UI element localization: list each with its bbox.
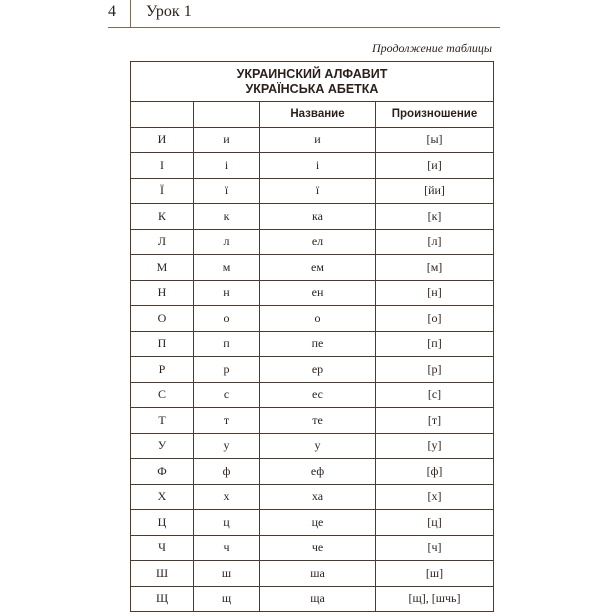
letter-uppercase: К <box>131 204 194 230</box>
letter-name: ер <box>260 357 376 383</box>
letter-name: пе <box>260 331 376 357</box>
letter-lowercase: н <box>194 280 260 306</box>
letter-lowercase: ф <box>194 459 260 485</box>
letter-uppercase: Ш <box>131 561 194 587</box>
letter-name: і <box>260 153 376 179</box>
letter-lowercase: ч <box>194 535 260 561</box>
letter-uppercase: Ц <box>131 510 194 536</box>
letter-lowercase: п <box>194 331 260 357</box>
lesson-title: Урок 1 <box>146 3 192 20</box>
letter-uppercase: У <box>131 433 194 459</box>
letter-pronunciation: [у] <box>376 433 494 459</box>
letter-pronunciation: [о] <box>376 306 494 332</box>
letter-pronunciation: [м] <box>376 255 494 281</box>
letter-pronunciation: [щ], [шчь] <box>376 586 494 612</box>
table-row <box>131 255 494 281</box>
table-row <box>131 535 494 561</box>
table-row <box>131 127 494 153</box>
letter-lowercase: л <box>194 229 260 255</box>
letter-lowercase: у <box>194 433 260 459</box>
letter-pronunciation: [к] <box>376 204 494 230</box>
letter-lowercase: к <box>194 204 260 230</box>
letter-name: о <box>260 306 376 332</box>
letter-pronunciation: [йи] <box>376 178 494 204</box>
table-title-row <box>131 62 494 102</box>
table-continuation-note: Продолжение таблицы <box>371 41 492 55</box>
letter-pronunciation: [л] <box>376 229 494 255</box>
letter-pronunciation: [ч] <box>376 535 494 561</box>
table-row <box>131 153 494 179</box>
letter-pronunciation: [ф] <box>376 459 494 485</box>
letter-lowercase: ш <box>194 561 260 587</box>
letter-uppercase: Ф <box>131 459 194 485</box>
table-row <box>131 586 494 612</box>
alphabet-table <box>130 61 494 612</box>
table-row <box>131 306 494 332</box>
letter-pronunciation: [п] <box>376 331 494 357</box>
letter-name: ха <box>260 484 376 510</box>
table-row <box>131 357 494 383</box>
letter-uppercase: Л <box>131 229 194 255</box>
letter-name: ен <box>260 280 376 306</box>
letter-name: и <box>260 127 376 153</box>
letter-name: ем <box>260 255 376 281</box>
page-number: 4 <box>108 3 116 20</box>
letter-name: ї <box>260 178 376 204</box>
letter-pronunciation: [и] <box>376 153 494 179</box>
table-row <box>131 459 494 485</box>
table-row <box>131 178 494 204</box>
letter-name: ща <box>260 586 376 612</box>
letter-pronunciation: [ц] <box>376 510 494 536</box>
letter-uppercase: Ї <box>131 178 194 204</box>
table-row <box>131 433 494 459</box>
letter-name: че <box>260 535 376 561</box>
letter-name: ка <box>260 204 376 230</box>
letter-lowercase: ї <box>194 178 260 204</box>
letter-uppercase: Щ <box>131 586 194 612</box>
letter-lowercase: м <box>194 255 260 281</box>
letter-lowercase: т <box>194 408 260 434</box>
column-header-uppercase <box>131 102 194 128</box>
letter-lowercase: о <box>194 306 260 332</box>
letter-uppercase: Ч <box>131 535 194 561</box>
letter-lowercase: х <box>194 484 260 510</box>
table-row <box>131 331 494 357</box>
table-row <box>131 204 494 230</box>
letter-pronunciation: [р] <box>376 357 494 383</box>
letter-lowercase: р <box>194 357 260 383</box>
table-row <box>131 408 494 434</box>
letter-uppercase: Т <box>131 408 194 434</box>
alphabet-table-body <box>131 127 494 612</box>
letter-uppercase: С <box>131 382 194 408</box>
letter-pronunciation: [ы] <box>376 127 494 153</box>
letter-name: у <box>260 433 376 459</box>
letter-lowercase: с <box>194 382 260 408</box>
page-header <box>108 0 500 28</box>
letter-pronunciation: [т] <box>376 408 494 434</box>
letter-pronunciation: [ш] <box>376 561 494 587</box>
table-row <box>131 280 494 306</box>
column-header-pronunciation: Произношение <box>376 102 494 128</box>
letter-pronunciation: [н] <box>376 280 494 306</box>
table-row <box>131 382 494 408</box>
letter-uppercase: И <box>131 127 194 153</box>
letter-lowercase: і <box>194 153 260 179</box>
letter-name: ес <box>260 382 376 408</box>
table-title-uk: УКРАЇНСЬКА АБЕТКА <box>245 81 379 96</box>
letter-uppercase: Н <box>131 280 194 306</box>
table-row <box>131 510 494 536</box>
column-header-name: Название <box>260 102 376 128</box>
letter-name: те <box>260 408 376 434</box>
table-row <box>131 484 494 510</box>
letter-lowercase: щ <box>194 586 260 612</box>
letter-uppercase: І <box>131 153 194 179</box>
table-title <box>131 62 494 102</box>
letter-lowercase: ц <box>194 510 260 536</box>
column-header-row <box>131 102 494 128</box>
letter-name: ша <box>260 561 376 587</box>
letter-uppercase: Р <box>131 357 194 383</box>
table-row <box>131 229 494 255</box>
letter-uppercase: О <box>131 306 194 332</box>
letter-name: ел <box>260 229 376 255</box>
table-row <box>131 561 494 587</box>
letter-uppercase: П <box>131 331 194 357</box>
letter-uppercase: Х <box>131 484 194 510</box>
letter-name: еф <box>260 459 376 485</box>
letter-pronunciation: [х] <box>376 484 494 510</box>
table-title-ru: УКРАИНСКИЙ АЛФАВИТ <box>236 66 388 81</box>
letter-pronunciation: [с] <box>376 382 494 408</box>
letter-name: це <box>260 510 376 536</box>
header-divider <box>130 0 131 27</box>
letter-uppercase: М <box>131 255 194 281</box>
column-header-lowercase <box>194 102 260 128</box>
letter-lowercase: и <box>194 127 260 153</box>
